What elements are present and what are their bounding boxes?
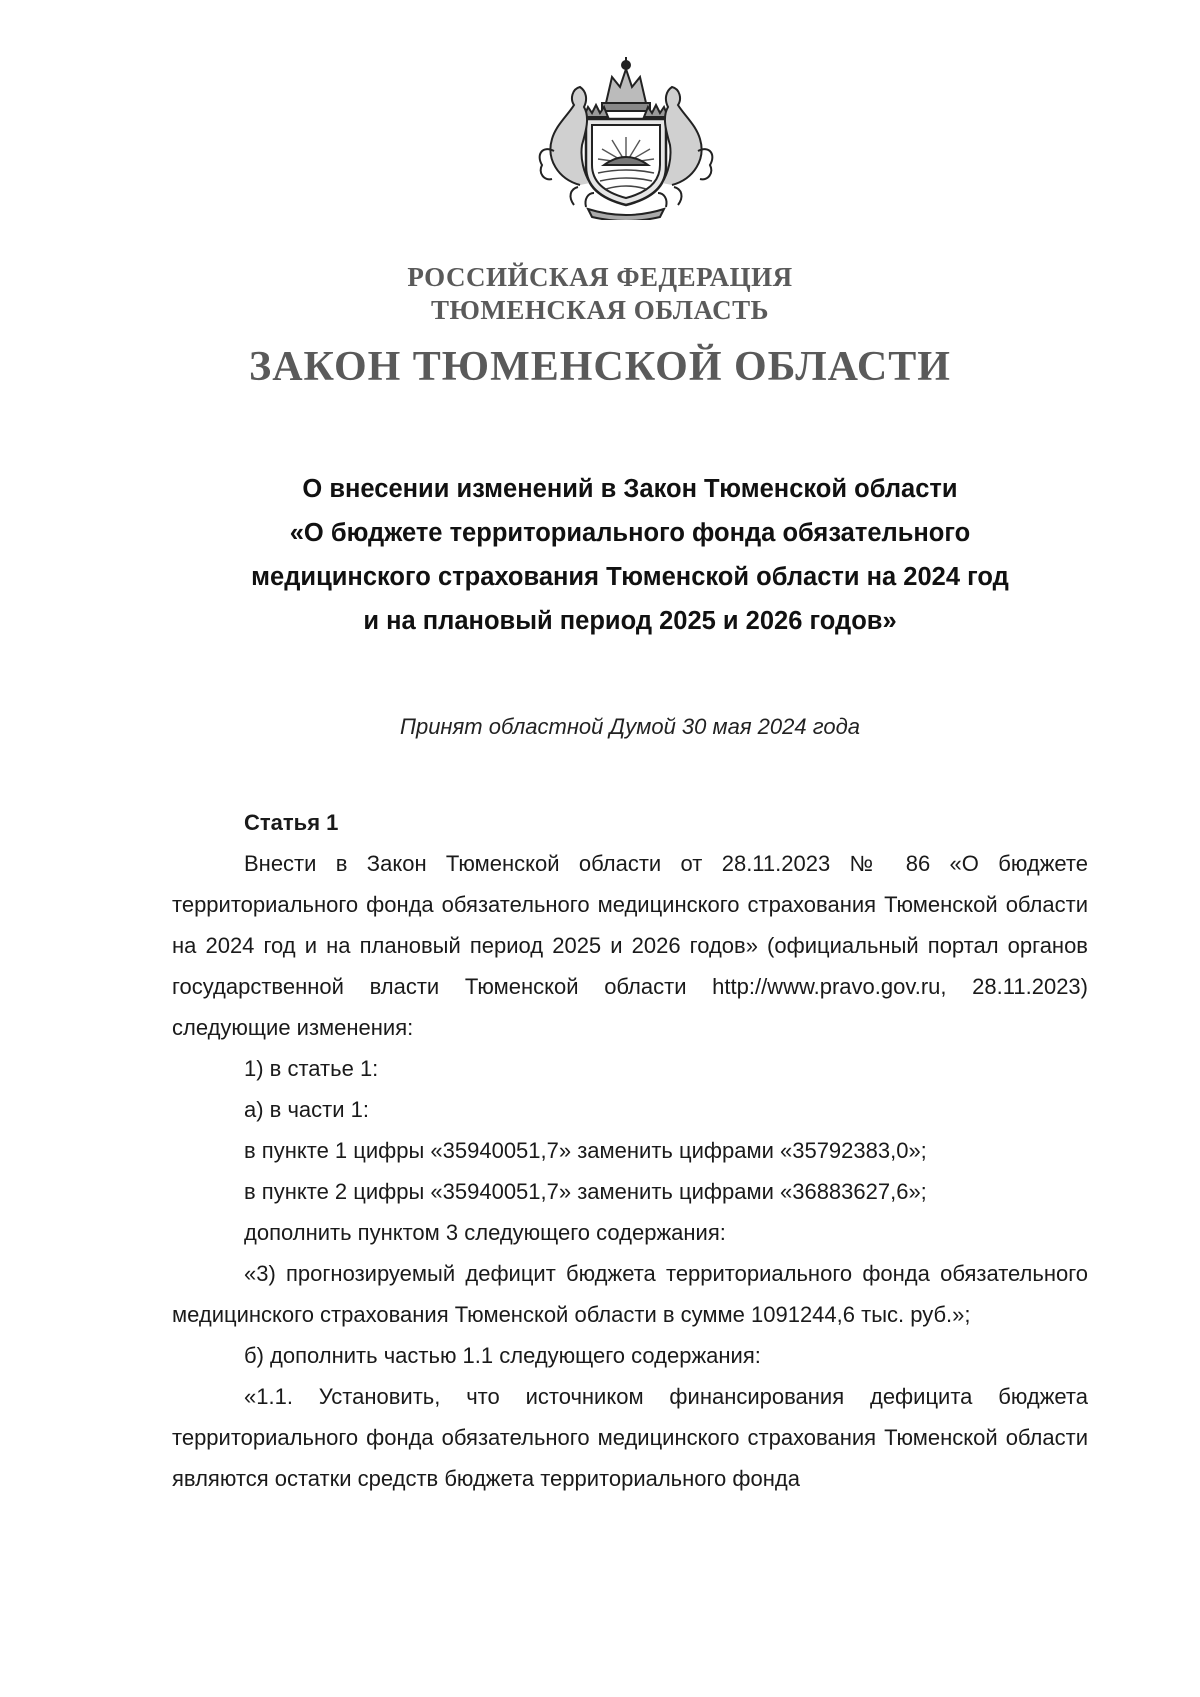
law-type-header: ЗАКОН ТЮМЕНСКОЙ ОБЛАСТИ [249,344,951,390]
article-paragraph: в пункте 1 цифры «35940051,7» заменить цифрами «35792383,0»; [244,1138,927,1163]
article-paragraph: дополнить пунктом 3 следующего содержания: [244,1220,726,1245]
title-line: О внесении изменений в Закон Тюменской области [302,475,958,503]
article-paragraph: 1) в статье 1: [244,1056,379,1081]
article-paragraph: «3) прогнозируемый дефицит бюджета территориального фонда обязательного медицинского страхования Тюменской области в сумме 1091244,6 тыс. руб.»; [172,1261,1088,1327]
coat-of-arms-emblem [528,55,724,220]
article-paragraph: в пункте 2 цифры «35940051,7» заменить цифрами «36883627,6»; [244,1179,927,1204]
region-header: ТЮМЕНСКАЯ ОБЛАСТЬ [430,295,770,325]
title-line: и на плановый период 2025 и 2026 годов» [363,607,897,635]
article-heading: Статья 1 [244,810,339,835]
law-title [170,467,1090,643]
article-paragraph: Внести в Закон Тюменской области от 28.11.2023 № 86 «О бюджете территориального фонда обязательного медицинского страхования Тюменской области на 2024 год и на плановый период 2025 и 2026 годов» (официальный портал органов государственной власти Тюменской области http://www.pravo.gov.ru, 28.11.2023) следующие изменения: [172,851,1088,1040]
country-header: РОССИЙСКАЯ ФЕДЕРАЦИЯ [407,262,793,292]
article-paragraph: «1.1. Установить, что источником финансирования дефицита бюджета территориального фонда обязательного медицинского страхования Тюменской области являются остатки средств бюджета территориального фонда [172,1384,1088,1491]
article-paragraph: а) в части 1: [244,1097,369,1122]
title-line: «О бюджете территориального фонда обязательного [289,519,971,547]
article-paragraph: б) дополнить частью 1.1 следующего содержания: [244,1343,761,1368]
adoption-note: Принят областной Думой 30 мая 2024 года [400,714,860,739]
title-line: медицинского страхования Тюменской области на 2024 год [251,563,1009,591]
law-body [172,802,1088,1499]
